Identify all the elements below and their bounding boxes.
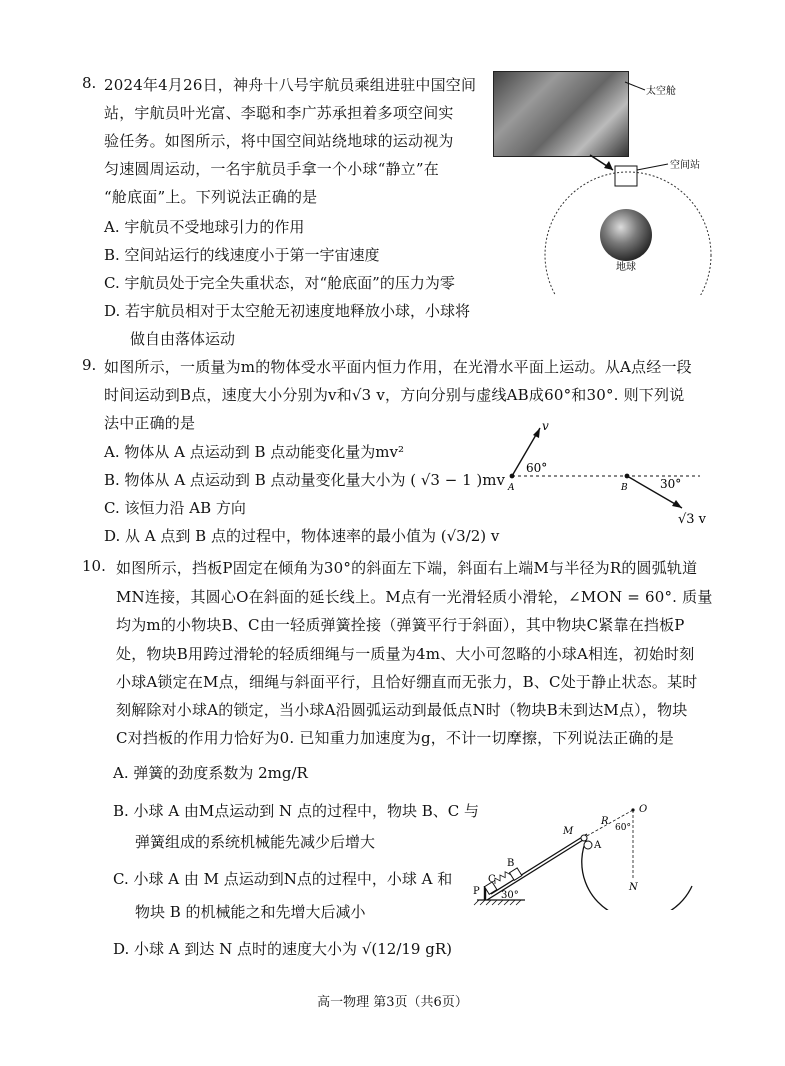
label-earth: 地球 <box>616 262 636 273</box>
q10-stem-line: 刻解除对小球A的锁定，当小球A沿圆弧运动到最低点N时（物块B未到达M点），物块 <box>116 701 688 719</box>
station-box <box>615 166 637 186</box>
q10-option-c-cont: 物块 B 的机械能之和先增大后减小 <box>135 903 366 921</box>
q8-stem-line: 验任务。如图所示，将中国空间站绕地球的运动视为 <box>104 132 454 150</box>
q10-stem-line: 均为m的小物块B、C由一轻质弹簧拴接（弹簧平行于斜面），其中物块C紧靠在挡板P <box>116 616 685 634</box>
q10-stem-line: MN连接，其圆心O在斜面的延长线上。M点有一光滑轻质小滑轮，∠MON = 60°. 质量 <box>116 588 713 606</box>
q8-option-b: B. 空间站运行的线速度小于第一宇宙速度 <box>104 246 380 264</box>
q8-stem-line: 匀速圆周运动，一名宇航员手拿一个小球“静立”在 <box>104 160 439 178</box>
q8-option-d-cont: 做自由落体运动 <box>130 330 236 348</box>
label-angle: 60° <box>615 823 631 833</box>
block-b <box>509 868 521 880</box>
label-o: O <box>639 804 648 815</box>
q8-figure <box>480 60 720 295</box>
q10-number: 10. <box>82 557 106 575</box>
q8-stem-line: “舱底面”上。下列说法正确的是 <box>104 188 318 206</box>
q8-stem-line: 站，宇航员叶光富、李聪和李广苏承担着多项空间实 <box>104 104 454 122</box>
label-angle-b: 30° <box>660 477 682 491</box>
q10-stem-line: C对挡板的作用力恰好为0. 已知重力加速度为g，不计一切摩擦，下列说法正确的是 <box>116 729 674 747</box>
label-p: P <box>473 886 480 897</box>
q8-option-d: D. 若宇航员相对于太空舱无初速度地释放小球，小球将 <box>104 302 471 320</box>
page-footer: 高一物理 第3页（共6页） <box>317 995 468 1010</box>
q9-option-d: D. 从 A 点到 B 点的过程中，物体速率的最小值为 (√3/2) v <box>104 527 500 545</box>
q9-option-b: B. 物体从 A 点运动到 B 点动量变化量大小为 ( √3 − 1 )mv <box>104 471 505 489</box>
q10-figure <box>455 790 705 910</box>
q10-stem-line: 如图所示，挡板P固定在倾角为30°的斜面左下端，斜面右上端M与半径为R的圆弧轨道 <box>116 559 698 577</box>
q8-stem-line: 2024年4月26日，神舟十八号宇航员乘组进驻中国空间 <box>104 76 477 94</box>
label-cabin: 太空舱 <box>646 86 676 97</box>
q9-number: 9. <box>82 356 97 374</box>
label-v: v <box>542 419 549 433</box>
label-slope: 30° <box>501 890 519 901</box>
q9-option-a: A. 物体从 A 点运动到 B 点动能变化量为mv² <box>104 443 405 461</box>
label-station: 空间站 <box>670 160 700 171</box>
label-a: A <box>594 840 602 851</box>
q8-number: 8. <box>82 74 97 92</box>
q10-stem-line: 小球A锁定在M点，细绳与斜面平行，且恰好绷直而无张力，B、C处于静止状态。某时 <box>116 673 698 691</box>
label-m: M <box>563 826 574 837</box>
q10-stem-line: 处，物块B用跨过滑轮的轻质细绳与一质量为4m、大小可忽略的小球A相连，初始时刻 <box>116 645 695 663</box>
label-n: N <box>629 882 638 893</box>
label-b: B <box>507 858 515 869</box>
label-point-a: A <box>508 483 515 493</box>
label-angle-a: 60° <box>526 461 548 475</box>
q10-option-b: B. 小球 A 由M点运动到 N 点的过程中，物块 B、C 与 <box>113 802 479 820</box>
q9-stem-line: 时间运动到B点，速度大小分别为v和√3 v，方向分别与虚线AB成60°和30°. 则下列说 <box>104 386 685 404</box>
q9-option-c: C. 该恒力沿 AB 方向 <box>104 499 246 517</box>
q10-option-a: A. 弹簧的劲度系数为 2mg/R <box>113 764 308 782</box>
q10-option-c: C. 小球 A 由 M 点运动到N点的过程中，小球 A 和 <box>113 870 453 888</box>
pulley-m <box>581 835 587 841</box>
label-r: R <box>601 816 609 827</box>
label-c: C <box>488 874 496 885</box>
ball-a <box>584 841 592 849</box>
q10-option-d: D. 小球 A 到达 N 点时的速度大小为 √(12/19 gR) <box>113 940 452 958</box>
q10-option-b-cont: 弹簧组成的系统机械能先减少后增大 <box>135 833 376 851</box>
q9-stem-line: 法中正确的是 <box>104 414 196 432</box>
q9-stem-line: 如图所示，一质量为m的物体受水平面内恒力作用，在光滑水平面上运动。从A点经一段 <box>104 358 692 376</box>
q9-figure <box>500 418 710 533</box>
label-point-b: B <box>621 483 628 493</box>
earth-icon <box>600 209 652 261</box>
q8-option-a: A. 宇航员不受地球引力的作用 <box>104 218 305 236</box>
label-v-b: √3 v <box>678 512 707 527</box>
q8-option-c: C. 宇航员处于完全失重状态，对“舱底面”的压力为零 <box>104 274 455 292</box>
